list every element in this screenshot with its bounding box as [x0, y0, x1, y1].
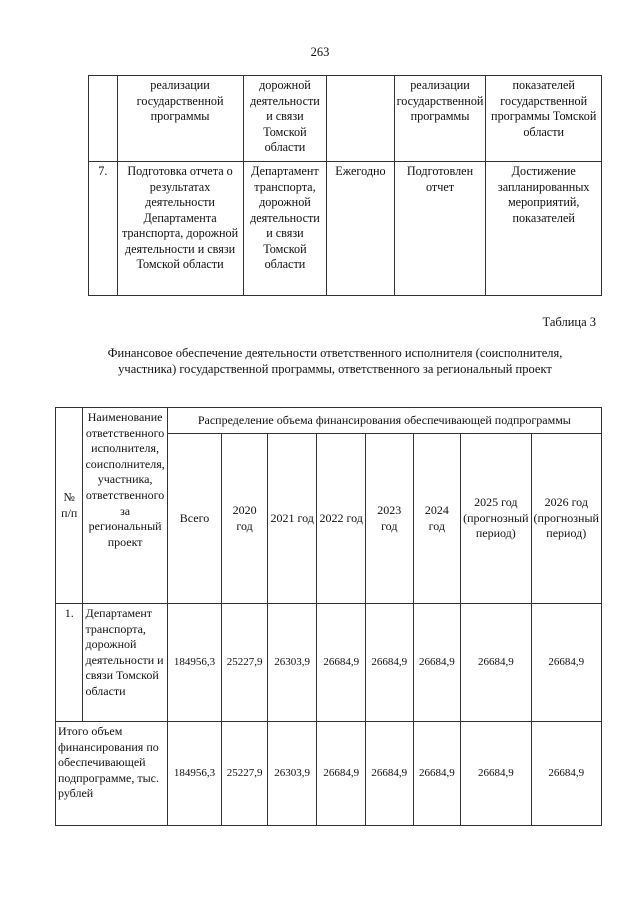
activity-result: Подготовлен отчет — [394, 162, 486, 296]
header-col-total: Всего — [167, 434, 222, 604]
activity-result: реализации государственной программы — [394, 76, 486, 162]
total-value-total: 184956,3 — [167, 722, 222, 826]
table-row — [56, 604, 602, 722]
header-name: Наименование ответственного исполнителя, соисполнителя, участника, ответственного за региональный проект — [83, 408, 167, 604]
header-col-2026: 2026 год (прогнозный период) — [531, 434, 601, 604]
total-value-2026: 26684,9 — [531, 722, 601, 826]
total-value-2020: 25227,9 — [222, 722, 268, 826]
activities-table — [88, 75, 602, 296]
row-number: 7. — [89, 162, 118, 296]
header-number: № п/п — [56, 408, 83, 604]
activity-executor: дорожной деятельности и связи Томской области — [243, 76, 327, 162]
table-row — [89, 76, 602, 162]
total-value-2024: 26684,9 — [413, 722, 461, 826]
value-2021: 26303,9 — [267, 604, 317, 722]
activity-term: Ежегодно — [327, 162, 394, 296]
header-row — [56, 408, 602, 434]
financing-table — [55, 407, 602, 826]
value-2023: 26684,9 — [365, 604, 413, 722]
table-row — [89, 162, 602, 296]
value-2020: 25227,9 — [222, 604, 268, 722]
header-col-2025: 2025 год (прогнозный период) — [461, 434, 531, 604]
value-2026: 26684,9 — [531, 604, 601, 722]
value-2022: 26684,9 — [317, 604, 366, 722]
total-label: Итого объем финансирования по обеспечивающей подпрограмме, тыс. рублей — [56, 722, 168, 826]
row-number: 1. — [56, 604, 83, 722]
table-label: Таблица 3 — [542, 315, 596, 329]
activity-indicator: показателей государственной программы Томской области — [486, 76, 602, 162]
total-value-2023: 26684,9 — [365, 722, 413, 826]
header-col-2024: 2024 год — [413, 434, 461, 604]
executor-name: Департамент транспорта, дорожной деятельности и связи Томской области — [83, 604, 167, 722]
page-number: 263 — [310, 45, 330, 59]
activity-executor: Департамент транспорта, дорожной деятельности и связи Томской области — [243, 162, 327, 296]
value-2024: 26684,9 — [413, 604, 461, 722]
activity-term — [327, 76, 394, 162]
total-value-2025: 26684,9 — [461, 722, 531, 826]
header-col-2022: 2022 год — [317, 434, 366, 604]
table-caption: Финансовое обеспечение деятельности ответственного исполнителя (соисполнителя, участника) государственной программы, ответственного за региональный проект — [107, 346, 563, 376]
activity-name: Подготовка отчета о результатах деятельности Департамента транспорта, дорожной деятельности и связи Томской области — [117, 162, 243, 296]
total-value-2021: 26303,9 — [267, 722, 317, 826]
header-col-2023: 2023 год — [365, 434, 413, 604]
activity-name: реализации государственной программы — [117, 76, 243, 162]
value-2025: 26684,9 — [461, 604, 531, 722]
total-row — [56, 722, 602, 826]
header-col-2021: 2021 год — [267, 434, 317, 604]
row-number — [89, 76, 118, 162]
value-total: 184956,3 — [167, 604, 222, 722]
total-value-2022: 26684,9 — [317, 722, 366, 826]
header-distribution: Распределение объема финансирования обеспечивающей подпрограммы — [167, 408, 601, 434]
activity-indicator: Достижение запланированных мероприятий, показателей — [486, 162, 602, 296]
header-col-2020: 2020 год — [222, 434, 268, 604]
